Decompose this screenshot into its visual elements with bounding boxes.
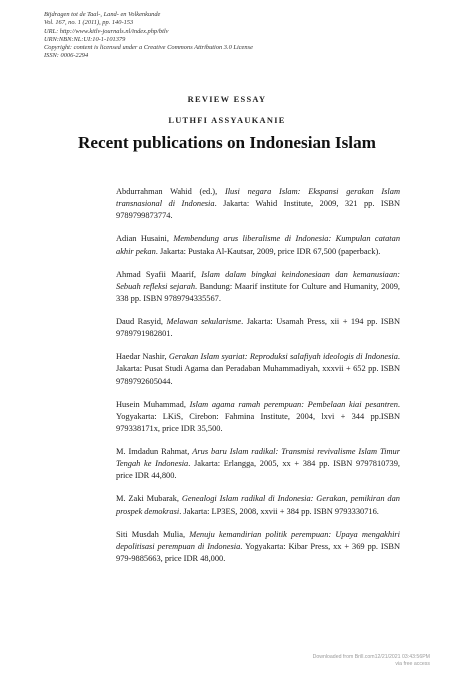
- issn-value: : 0006-2294: [56, 52, 89, 60]
- book-author: Abdurrahman Wahid (ed.),: [116, 187, 225, 196]
- journal-url: URL: http://www.kitlv-journals.nl/index.php/btlv: [44, 27, 169, 35]
- book-details: . Jakarta: Wahid Institute, 2009, 321 pp. ISBN 9789799873774.: [116, 199, 400, 221]
- book-entry: [116, 269, 400, 306]
- book-entry: [116, 529, 400, 566]
- book-details: . Yogyakarta: Kibar Press, xx + 369 pp. ISBN 979-9885663, price IDR 48,000.: [116, 541, 400, 564]
- book-title: Gerakan Islam syariat: Reproduksi salafiyah ideologis di Indonesia: [168, 352, 398, 362]
- book-title: Menuju kemandirian politik perempuan: Upaya mengakhiri depolitisasi perempuan di Indonesia: [116, 529, 400, 551]
- access-info: via free access: [395, 661, 430, 667]
- book-entry: [116, 351, 400, 388]
- book-details: . Jakarta: Usamah Press, xii + 194 pp. ISBN 9789791982801.: [116, 317, 400, 339]
- book-entry: [116, 316, 400, 340]
- book-title: Ilusi negara Islam: Ekspansi gerakan Islam transnasional di Indonesia: [116, 187, 400, 209]
- section-label: REVIEW ESSAY: [187, 95, 267, 104]
- book-author: Ahmad Syafii Maarif,: [116, 269, 202, 279]
- book-title: Islam agama ramah perempuan: Pembelaan kiai pesantren: [189, 399, 398, 409]
- book-author: M. Imdadun Rahmat,: [116, 447, 193, 457]
- book-title: Arus baru Islam radikal: Transmisi revivalisme Islam Timur Tengah ke Indonesia: [116, 447, 400, 469]
- book-author: Siti Musdah Mulia,: [116, 529, 190, 539]
- book-details: . Yogyakarta: LKiS, Cirebon: Fahmina Institute, 2004, lxvi + 344 pp.ISBN 979338171x, price IDR 35,500.: [116, 399, 401, 434]
- book-entry: [116, 186, 400, 223]
- page-title: Recent publications on Indonesian Islam: [78, 133, 376, 152]
- essay-author: LUTHFI ASSYAUKANIE: [168, 116, 286, 125]
- book-author: Daud Rasyid,: [116, 317, 167, 327]
- download-footer: [313, 654, 430, 668]
- book-author: M. Zaki Mubarak,: [116, 494, 182, 504]
- book-entry: [116, 399, 400, 436]
- book-title: Islam dalam bingkai keindonesiaan dan kemanusiaan: Sebuah refleksi sejarah: [116, 269, 401, 291]
- book-author: Husein Muhammad,: [116, 399, 190, 409]
- book-title: Melawan sekularisme: [166, 317, 242, 327]
- book-details: . Jakarta: Erlangga, 2005, xx + 384 pp. ISBN 9797810739, price IDR 44,800.: [116, 459, 400, 481]
- reviewed-books-list: [116, 186, 400, 576]
- journal-metadata: [44, 11, 424, 61]
- book-details: . Bandung: Maarif institute for Culture and Humanity, 2009, 338 pp. ISBN 9789794335567.: [116, 281, 400, 304]
- book-entry: [116, 493, 400, 517]
- journal-urn: URN:NBN:NL:UI:10-1-101379: [44, 35, 126, 43]
- issn: [44, 52, 424, 60]
- book-author: Haedar Nashir,: [116, 352, 169, 362]
- issn-label: ISSN: [44, 52, 57, 60]
- journal-volume: Vol. 167, no. 1 (2011), pp. 140-153: [44, 19, 134, 27]
- book-details: . Jakarta: Pusat Studi Agama dan Peradaban Muhammadiyah, xxxvii + 652 pp. ISBN 9789792605044.: [116, 352, 400, 386]
- book-title: Membendung arus liberalisme di Indonesia: Kumpulan catatan akhir pekan: [116, 234, 401, 256]
- book-author: Adian Husaini,: [116, 234, 174, 244]
- book-entry: [116, 446, 400, 483]
- download-info: Downloaded from Brill.com12/21/2021 03:43:56PM: [312, 654, 430, 660]
- book-title: Genealogi Islam radikal di Indonesia: Gerakan, pemikiran dan prospek demokrasi: [116, 494, 400, 516]
- book-entry: [116, 233, 400, 257]
- copyright-notice: Copyright: content is licensed under a Creative Commons Attribution 3.0 License: [44, 44, 253, 52]
- journal-name: Bijdragen tot de Taal-, Land- en Volkenkunde: [44, 11, 161, 18]
- book-details: . Jakarta: LP3ES, 2008, xxvii + 384 pp. ISBN 9793330716.: [179, 506, 379, 516]
- book-details: . Jakarta: Pustaka Al-Kautsar, 2009, price IDR 67,500 (paperback).: [155, 246, 381, 256]
